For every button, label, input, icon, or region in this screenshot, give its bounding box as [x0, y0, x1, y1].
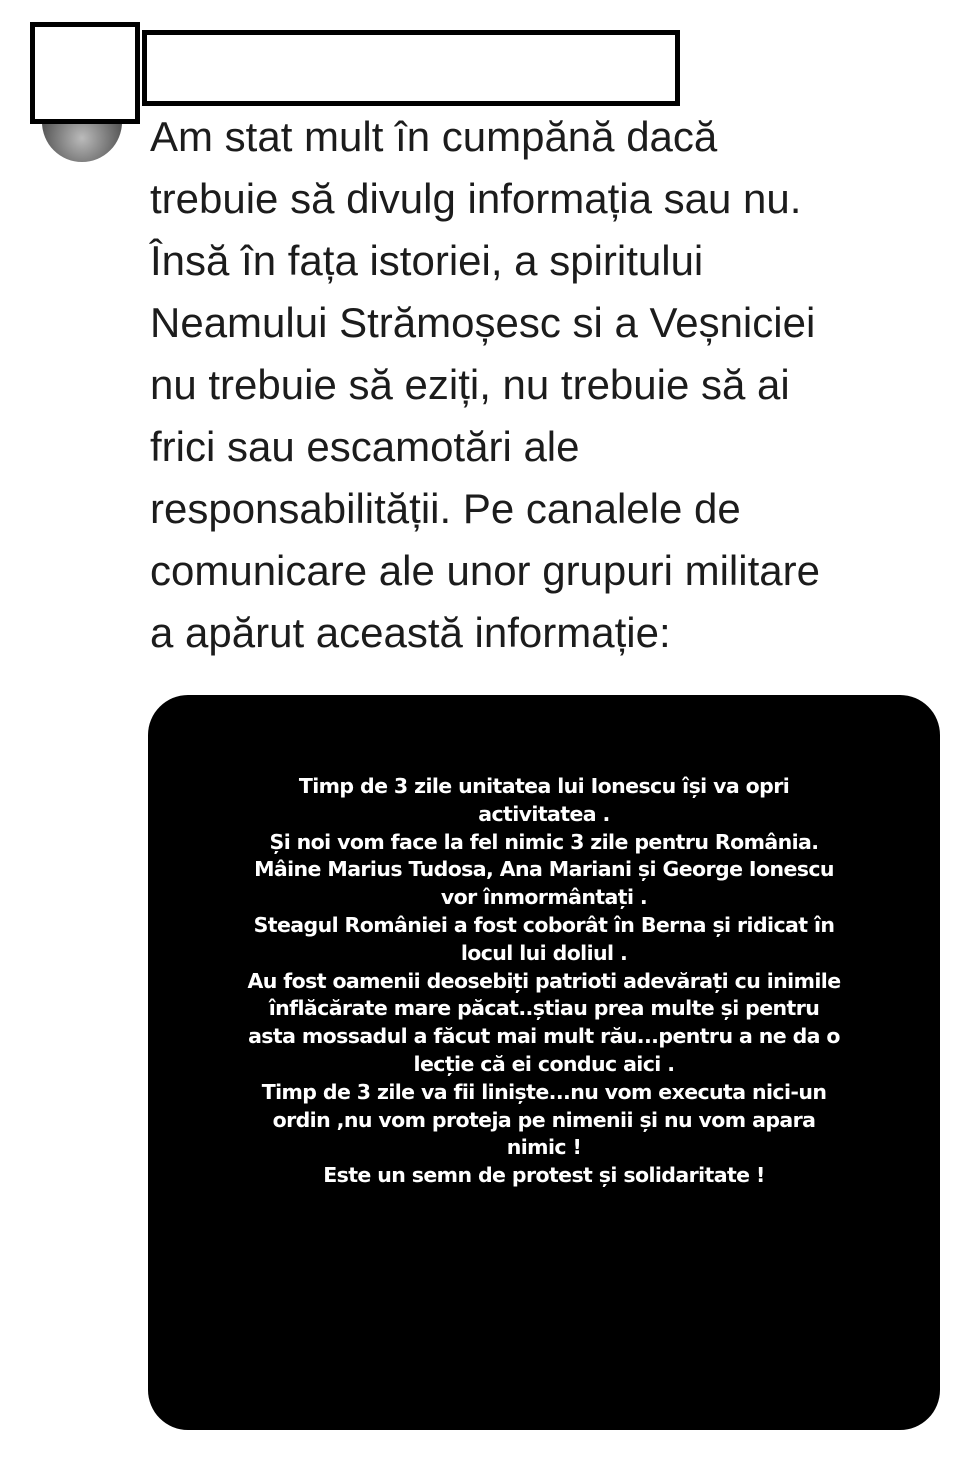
story-line: locul lui doliul . [460, 940, 628, 965]
comment-text [150, 106, 960, 664]
author-name-redaction-box [142, 30, 680, 106]
avatar[interactable] [30, 22, 136, 142]
story-line: Timp de 3 zile va fii liniște...nu vom executa nici-un [261, 1079, 827, 1104]
story-line: activitatea . [478, 801, 610, 826]
comment-line: frici sau escamotări ale [150, 423, 580, 470]
story-line: vor înmormântați . [440, 885, 648, 910]
attached-story-image[interactable] [148, 695, 940, 1430]
story-text [148, 773, 940, 1190]
comment-line: Am stat mult în cumpănă dacă [150, 113, 718, 160]
story-line: Timp de 3 zile unitatea lui Ionescu își va opri [298, 774, 790, 798]
story-line: Mâine Marius Tudosa, Ana Mariani și George Ionescu [254, 857, 834, 882]
story-line: Au fost oamenii deosebiți patrioti adevărați cu inimile [247, 968, 841, 993]
comment-line: nu trebuie să eziți, nu trebuie să ai [150, 361, 790, 408]
comment-line: a apărut această informație: [150, 609, 671, 656]
comment-line: trebuie să divulg informația sau nu. [150, 175, 802, 222]
story-line: Și noi vom face la fel nimic 3 zile pentru România. [269, 829, 819, 854]
comment-line: comunicare ale unor grupuri militare [150, 547, 820, 594]
comment-line: Însă în fața istoriei, a spiritului [150, 237, 704, 284]
story-line: înflăcărate mare păcat..știau prea multe și pentru [268, 996, 820, 1021]
story-line: Este un semn de protest și solidaritate ! [323, 1163, 765, 1188]
story-line: Steagul României a fost coborât în Berna și ridicat în [253, 912, 835, 937]
story-line: asta mossadul a făcut mai mult rău...pentru a ne da o [248, 1024, 840, 1049]
comment-line: Neamului Strămoșesc si a Veșniciei [150, 299, 816, 346]
comment-line: responsabilității. Pe canalele de [150, 485, 741, 532]
story-line: nimic ! [506, 1135, 582, 1160]
story-line: ordin ,nu vom proteja pe nimenii și nu vom apara [272, 1107, 816, 1132]
avatar-redaction-box [30, 22, 140, 124]
story-line: lecție că ei conduc aici . [413, 1051, 675, 1076]
